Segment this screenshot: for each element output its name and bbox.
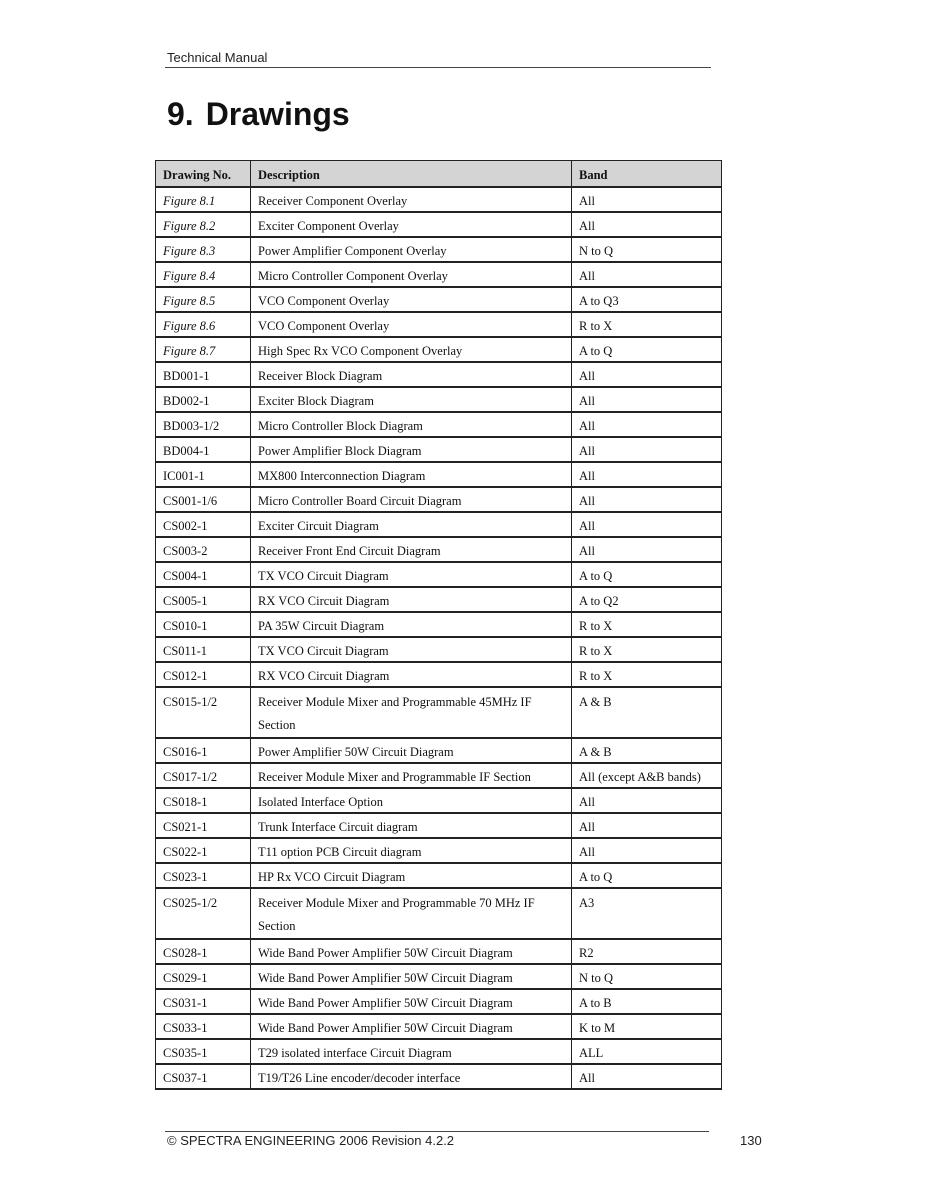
description-cell: Micro Controller Board Circuit Diagram: [251, 487, 572, 512]
band-cell: All: [572, 537, 722, 562]
drawing-number-cell: IC001-1: [156, 462, 251, 487]
band-cell: All: [572, 212, 722, 237]
band-cell: N to Q: [572, 237, 722, 262]
description-cell: Isolated Interface Option: [251, 788, 572, 813]
drawing-number-cell: CS004-1: [156, 562, 251, 587]
band-cell: N to Q: [572, 964, 722, 989]
band-cell: All: [572, 1064, 722, 1089]
description-cell: Receiver Block Diagram: [251, 362, 572, 387]
band-cell: A to Q: [572, 863, 722, 888]
description-cell: Receiver Component Overlay: [251, 187, 572, 212]
description-cell: T19/T26 Line encoder/decoder interface: [251, 1064, 572, 1089]
drawing-number-cell: BD001-1: [156, 362, 251, 387]
table-row: [156, 562, 722, 587]
description-cell: PA 35W Circuit Diagram: [251, 612, 572, 637]
band-cell: All: [572, 187, 722, 212]
description-cell: Receiver Module Mixer and Programmable 70 MHz IF Section: [251, 888, 572, 939]
table-row: [156, 637, 722, 662]
table-row: [156, 412, 722, 437]
description-cell: Exciter Circuit Diagram: [251, 512, 572, 537]
band-cell: All: [572, 813, 722, 838]
band-cell: All (except A&B bands): [572, 763, 722, 788]
band-cell: All: [572, 437, 722, 462]
table-row: [156, 587, 722, 612]
column-header-description: Description: [251, 161, 572, 188]
description-cell: TX VCO Circuit Diagram: [251, 637, 572, 662]
table-row: [156, 337, 722, 362]
table-row: [156, 262, 722, 287]
band-cell: R to X: [572, 612, 722, 637]
band-cell: All: [572, 838, 722, 863]
table-row: [156, 662, 722, 687]
page-number: 130: [740, 1133, 762, 1148]
band-cell: All: [572, 788, 722, 813]
drawing-number-cell: CS011-1: [156, 637, 251, 662]
description-cell: Trunk Interface Circuit diagram: [251, 813, 572, 838]
table-row: [156, 387, 722, 412]
column-header-band: Band: [572, 161, 722, 188]
table-row: [156, 863, 722, 888]
drawing-number-cell: CS018-1: [156, 788, 251, 813]
description-cell: T11 option PCB Circuit diagram: [251, 838, 572, 863]
section-number: 9.: [167, 96, 194, 132]
description-cell: HP Rx VCO Circuit Diagram: [251, 863, 572, 888]
table-row: [156, 437, 722, 462]
table-row: [156, 763, 722, 788]
drawing-number-cell: Figure 8.4: [156, 262, 251, 287]
drawing-number-cell: Figure 8.6: [156, 312, 251, 337]
table-row: [156, 788, 722, 813]
description-cell: Exciter Block Diagram: [251, 387, 572, 412]
table-row: [156, 362, 722, 387]
drawing-number-cell: CS022-1: [156, 838, 251, 863]
band-cell: ALL: [572, 1039, 722, 1064]
description-cell: Wide Band Power Amplifier 50W Circuit Diagram: [251, 964, 572, 989]
drawing-number-cell: CS002-1: [156, 512, 251, 537]
drawing-number-cell: CS012-1: [156, 662, 251, 687]
description-cell: T29 isolated interface Circuit Diagram: [251, 1039, 572, 1064]
description-cell: MX800 Interconnection Diagram: [251, 462, 572, 487]
table-row: [156, 187, 722, 212]
table-row: [156, 537, 722, 562]
drawing-number-cell: BD002-1: [156, 387, 251, 412]
band-cell: All: [572, 512, 722, 537]
table-row: [156, 939, 722, 964]
band-cell: A to Q2: [572, 587, 722, 612]
band-cell: All: [572, 487, 722, 512]
running-header: Technical Manual: [167, 50, 268, 65]
description-cell: Micro Controller Component Overlay: [251, 262, 572, 287]
description-cell: Receiver Module Mixer and Programmable 45MHz IF Section: [251, 687, 572, 738]
drawing-number-cell: CS025-1/2: [156, 888, 251, 939]
band-cell: A to Q: [572, 337, 722, 362]
drawing-number-cell: Figure 8.3: [156, 237, 251, 262]
table-row: [156, 838, 722, 863]
band-cell: K to M: [572, 1014, 722, 1039]
band-cell: R to X: [572, 662, 722, 687]
description-cell: TX VCO Circuit Diagram: [251, 562, 572, 587]
section-title: Drawings: [205, 96, 350, 132]
drawing-number-cell: Figure 8.1: [156, 187, 251, 212]
table-row: [156, 487, 722, 512]
drawing-number-cell: CS037-1: [156, 1064, 251, 1089]
drawing-number-cell: CS016-1: [156, 738, 251, 763]
table-row: [156, 612, 722, 637]
drawing-number-cell: CS035-1: [156, 1039, 251, 1064]
band-cell: A to Q: [572, 562, 722, 587]
footer-copyright: © SPECTRA ENGINEERING 2006 Revision 4.2.2: [167, 1133, 455, 1148]
column-header-drawing-no: Drawing No.: [156, 161, 251, 188]
description-cell: Power Amplifier 50W Circuit Diagram: [251, 738, 572, 763]
footer-divider: [165, 1131, 709, 1132]
table-row: [156, 312, 722, 337]
drawing-number-cell: CS021-1: [156, 813, 251, 838]
drawing-number-cell: CS028-1: [156, 939, 251, 964]
description-cell: RX VCO Circuit Diagram: [251, 587, 572, 612]
drawing-number-cell: Figure 8.7: [156, 337, 251, 362]
drawings-table: [155, 160, 722, 1090]
band-cell: R2: [572, 939, 722, 964]
drawing-number-cell: BD003-1/2: [156, 412, 251, 437]
table-row: [156, 212, 722, 237]
drawing-number-cell: CS003-2: [156, 537, 251, 562]
band-cell: A & B: [572, 738, 722, 763]
table-row: [156, 462, 722, 487]
description-cell: Wide Band Power Amplifier 50W Circuit Diagram: [251, 1014, 572, 1039]
description-cell: RX VCO Circuit Diagram: [251, 662, 572, 687]
table-row: [156, 964, 722, 989]
band-cell: All: [572, 412, 722, 437]
drawing-number-cell: CS031-1: [156, 989, 251, 1014]
band-cell: All: [572, 462, 722, 487]
table-body: [156, 187, 722, 1089]
band-cell: All: [572, 262, 722, 287]
description-cell: High Spec Rx VCO Component Overlay: [251, 337, 572, 362]
band-cell: A to B: [572, 989, 722, 1014]
table-row: [156, 237, 722, 262]
table-row: [156, 287, 722, 312]
drawing-number-cell: CS010-1: [156, 612, 251, 637]
table-row: [156, 1039, 722, 1064]
band-cell: A3: [572, 888, 722, 939]
table-row: [156, 512, 722, 537]
description-cell: Exciter Component Overlay: [251, 212, 572, 237]
description-cell: Receiver Module Mixer and Programmable IF Section: [251, 763, 572, 788]
table-row: [156, 687, 722, 738]
description-cell: VCO Component Overlay: [251, 312, 572, 337]
drawing-number-cell: CS005-1: [156, 587, 251, 612]
band-cell: A to Q3: [572, 287, 722, 312]
table-row: [156, 888, 722, 939]
band-cell: R to X: [572, 312, 722, 337]
band-cell: A & B: [572, 687, 722, 738]
table-row: [156, 813, 722, 838]
band-cell: R to X: [572, 637, 722, 662]
header-divider: [165, 67, 711, 68]
drawing-number-cell: CS017-1/2: [156, 763, 251, 788]
drawing-number-cell: CS033-1: [156, 1014, 251, 1039]
table-row: [156, 1014, 722, 1039]
description-cell: VCO Component Overlay: [251, 287, 572, 312]
table-header-row: [156, 161, 722, 188]
drawing-number-cell: Figure 8.5: [156, 287, 251, 312]
table-row: [156, 1064, 722, 1089]
section-heading: [167, 96, 350, 133]
band-cell: All: [572, 387, 722, 412]
description-cell: Wide Band Power Amplifier 50W Circuit Diagram: [251, 939, 572, 964]
drawing-number-cell: CS029-1: [156, 964, 251, 989]
description-cell: Receiver Front End Circuit Diagram: [251, 537, 572, 562]
description-cell: Wide Band Power Amplifier 50W Circuit Diagram: [251, 989, 572, 1014]
drawing-number-cell: CS001-1/6: [156, 487, 251, 512]
description-cell: Power Amplifier Component Overlay: [251, 237, 572, 262]
table-row: [156, 738, 722, 763]
drawing-number-cell: CS023-1: [156, 863, 251, 888]
drawing-number-cell: BD004-1: [156, 437, 251, 462]
drawing-number-cell: CS015-1/2: [156, 687, 251, 738]
band-cell: All: [572, 362, 722, 387]
description-cell: Micro Controller Block Diagram: [251, 412, 572, 437]
table-row: [156, 989, 722, 1014]
description-cell: Power Amplifier Block Diagram: [251, 437, 572, 462]
drawing-number-cell: Figure 8.2: [156, 212, 251, 237]
